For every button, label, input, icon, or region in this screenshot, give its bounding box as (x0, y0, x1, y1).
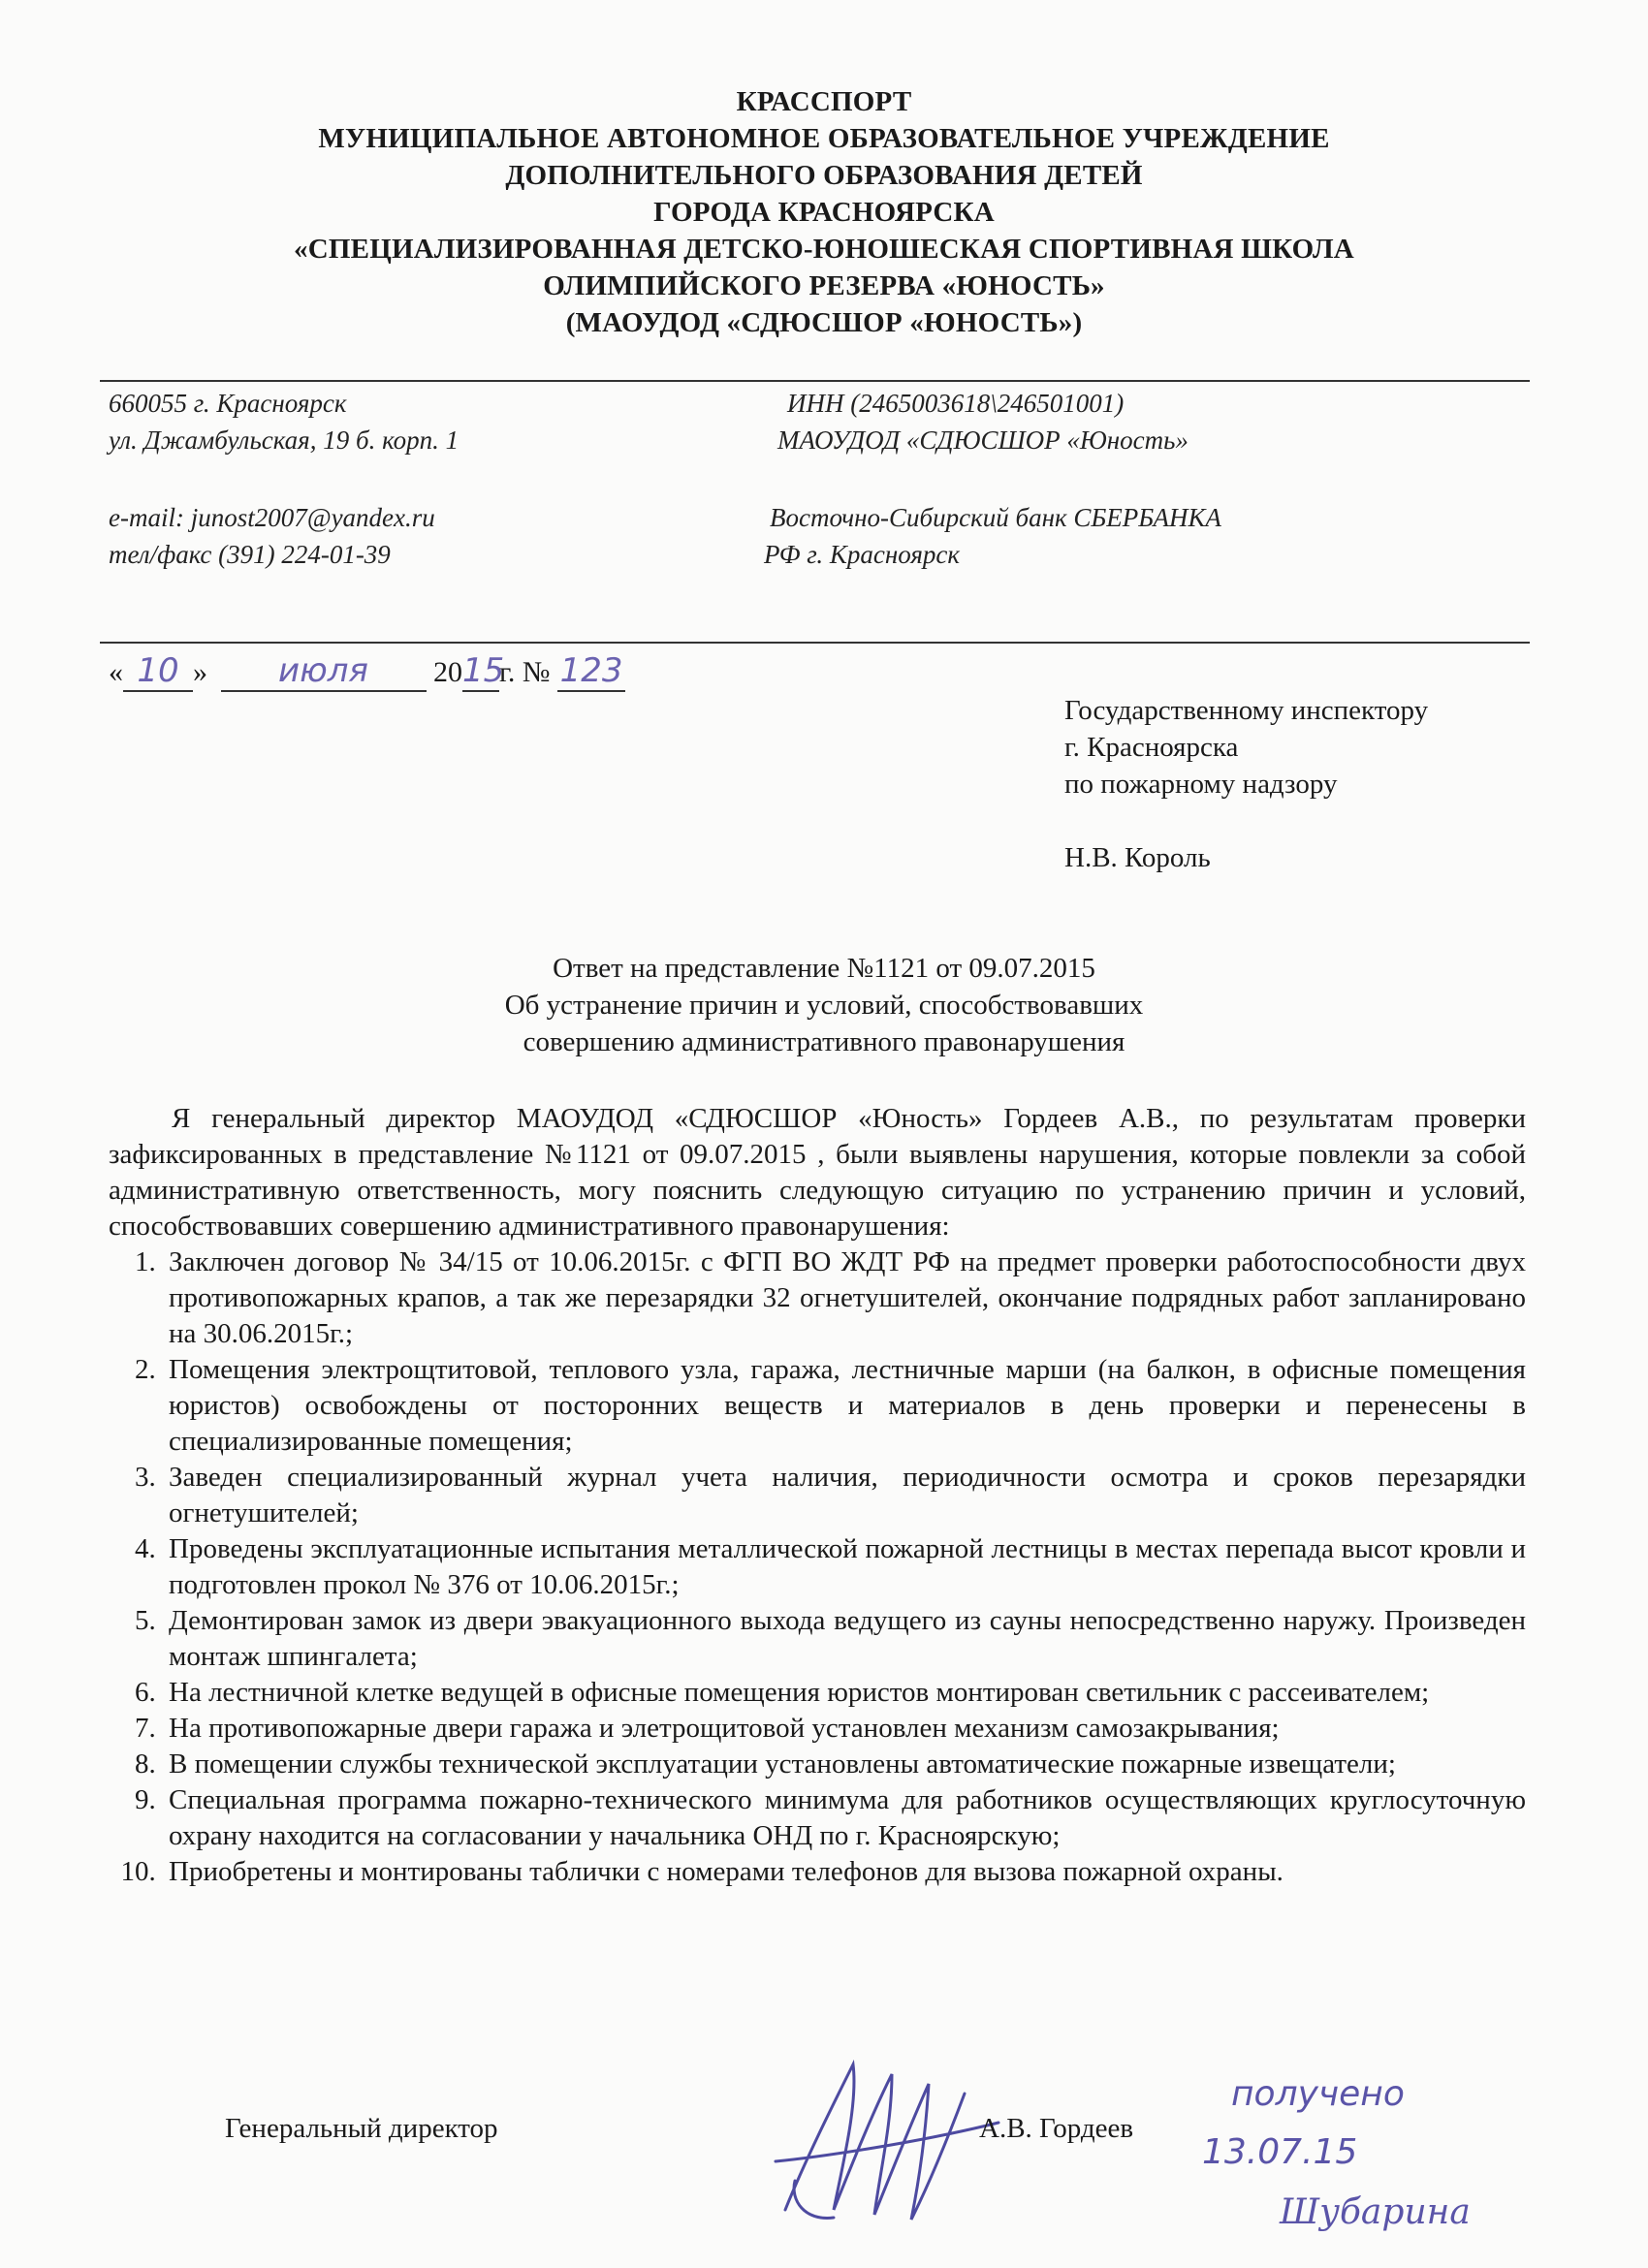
letter-body (109, 1101, 1526, 1890)
inn: ИНН (2465003618\246501001) (787, 389, 1125, 418)
date-month: июля (278, 651, 368, 690)
letterhead-line: ГОРОДА КРАСНОЯРСКА (653, 197, 995, 228)
date-year-blank (462, 651, 505, 692)
addressee-name: Н.В. Король (1064, 842, 1211, 873)
addressee-line: по пожарному надзору (1064, 769, 1338, 800)
subject-line: Ответ на представление №1121 от 09.07.2015 (553, 953, 1095, 984)
requisites-divider (100, 642, 1530, 644)
letterhead-line: КРАССПОРТ (736, 86, 912, 117)
letter-date-number (109, 651, 625, 692)
bank-city: РФ г. Красноярск (764, 540, 961, 569)
letterhead-line: ДОПОЛНИТЕЛЬНОГО ОБРАЗОВАНИЯ ДЕТЕЙ (505, 160, 1143, 191)
date-close-quote: » (193, 656, 207, 688)
letter-subject (0, 950, 1648, 1060)
received-note: получено (1231, 2074, 1405, 2114)
signer-name: А.В. Гордеев (979, 2113, 1134, 2144)
date-day-blank (123, 651, 193, 692)
received-date: 13.07.15 (1202, 2132, 1358, 2172)
letterhead-line: (МАОУДОД «СДЮСШОР «ЮНОСТЬ») (565, 307, 1083, 338)
subject-line: совершению административного правонарушения (523, 1026, 1125, 1057)
list-item: 2. Помещения электрощтитовой, теплового узла, гаража, лестничные марши (на балкон, в офисные помещения юристов) освобождены от посторонних веществ и материалов в день проверки и перенесены в специализированные помещения; (163, 1352, 1526, 1460)
intro-paragraph: Я генеральный директор МАОУДОД «СДЮСШОР «Юность» Гордеев А.В., по результатам проверки зафиксированных в представление №1121 от 09.07.2015 , были выявлены нарушения, которые повлекли за собой административную ответственность, могу пояснить следующую ситуацию по устранению причин и условий, способствовавших совершению административного правонарушения: (109, 1103, 1526, 1242)
letterhead-line: МУНИЦИПАЛЬНОЕ АВТОНОМНОЕ ОБРАЗОВАТЕЛЬНОЕ УЧРЕЖДЕНИЕ (318, 123, 1330, 154)
date-month-blank (221, 651, 427, 692)
list-item: 6. На лестничной клетке ведущей в офисные помещения юристов монтирован светильник с рассеивателем; (163, 1675, 1526, 1711)
addressee-line: г. Красноярска (1064, 732, 1239, 763)
list-item: 1. Заключен договор № 34/15 от 10.06.2015г. с ФГП ВО ЖДТ РФ на предмет проверки работоспособности двух противопожарных крапов, а так же перезарядки 32 огнетушителей, окончание подрядных работ запланировано на 30.06.2015г.; (163, 1244, 1526, 1352)
list-item: 10. Приобретены и монтированы таблички с номерами телефонов для вызова пожарной охраны. (163, 1854, 1526, 1890)
list-item: 4. Проведены эксплуатационные испытания металлической пожарной лестницы в местах перепада высот кровли и подготовлен прокол № 376 от 10.06.2015г.; (163, 1531, 1526, 1603)
date-open-quote: « (109, 656, 123, 688)
letterhead-line: ОЛИМПИЙСКОГО РЕЗЕРВА «ЮНОСТЬ» (543, 270, 1105, 301)
org-short-name: МАОУДОД «СДЮСШОР «Юность» (777, 425, 1188, 455)
bank-name: Восточно-Сибирский банк СБЕРБАНКА (770, 503, 1221, 532)
signer-position: Генеральный директор (225, 2113, 498, 2144)
list-item: 7. На противопожарные двери гаража и элетрощитовой установлен механизм самозакрывания; (163, 1711, 1526, 1747)
date-year-label: г. № (499, 656, 551, 688)
address-city: 660055 г. Красноярск (109, 389, 347, 418)
phone: тел/факс (391) 224-01-39 (109, 540, 391, 569)
received-signature: Шубарина (1280, 2192, 1471, 2232)
addressee (1064, 692, 1428, 876)
list-item: 3. Заведен специализированный журнал учета наличия, периодичности осмотра и сроков перезарядки огнетушителей; (163, 1460, 1526, 1531)
date-day: 10 (137, 651, 179, 690)
measures-list (109, 1244, 1526, 1890)
address-street: ул. Джамбульская, 19 б. корп. 1 (109, 425, 460, 455)
header-divider (100, 380, 1530, 382)
letter-number: 123 (559, 651, 623, 690)
list-item: 8. В помещении службы технической эксплуатации установлены автоматические пожарные извещатели; (163, 1747, 1526, 1782)
list-item: 5. Демонтирован замок из двери эвакуационного выхода ведущего из сауны непосредственно наружу. Произведен монтаж шпингалета; (163, 1603, 1526, 1675)
list-item: 9. Специальная программа пожарно-технического минимума для работников осуществляющих круглосуточную охрану находится на согласовании у начальника ОНД по г. Красноярскую; (163, 1782, 1526, 1854)
addressee-line: Государственному инспектору (1064, 695, 1429, 726)
letterhead (0, 83, 1648, 341)
date-year-prefix: 20 (433, 656, 462, 688)
date-year-suffix: 15 (462, 651, 505, 690)
letterhead-line: «СПЕЦИАЛИЗИРОВАННАЯ ДЕТСКО-ЮНОШЕСКАЯ СПОРТИВНАЯ ШКОЛА (294, 234, 1354, 265)
letter-number-blank (557, 651, 625, 692)
email: e-mail: junost2007@yandex.ru (109, 503, 435, 532)
subject-line: Об устранение причин и условий, способствовавших (504, 990, 1144, 1021)
